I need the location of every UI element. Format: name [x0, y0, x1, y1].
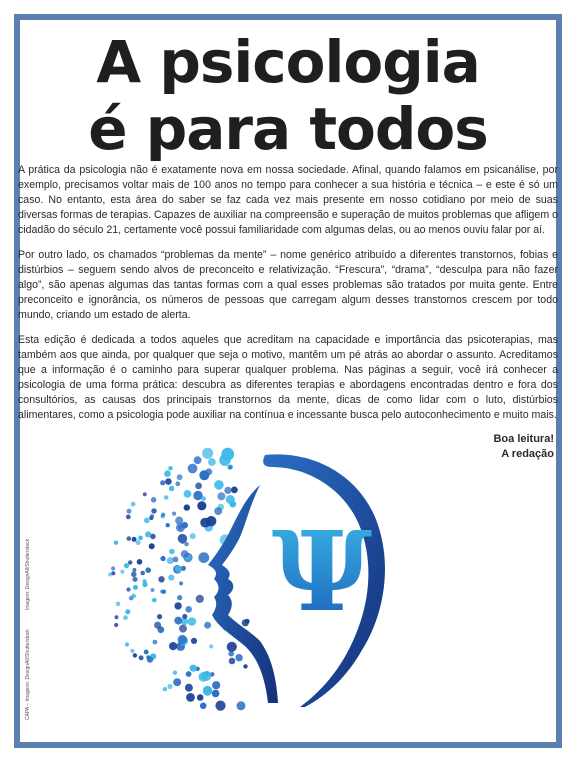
- decorative-dot: [137, 559, 143, 565]
- psychology-head-illustration: [100, 445, 440, 715]
- decorative-dot: [243, 664, 247, 668]
- decorative-dot: [164, 495, 169, 500]
- decorative-dot: [175, 565, 182, 572]
- decorative-dot: [145, 567, 151, 573]
- decorative-dot: [127, 509, 132, 514]
- decorative-dot: [114, 541, 118, 545]
- decorative-dot: [136, 540, 141, 545]
- image-credit: Imagem: DesignAll/Shutterstock: [25, 538, 31, 610]
- paragraph-1: A prática da psicologia não é exatamente nova em nossa sociedade. Afinal, quando falamos em psicanálise, por exemplo, precisamos voltar mais de 100 anos no tempo para conhecer a sua história e técnica – e este é só um caso. No entanto, esta área do saber se faz cada vez mais presente em nosso cotidiano por meio de suas diversas formas de terapias. Capazes de auxiliar na compreensão e superação de muitos problemas que afligem o cidadão do século 21, certamente você possui familiaridade com algumas delas, ou ao menos ouviu falar por aí.: [18, 164, 558, 236]
- decorative-dot: [127, 536, 132, 541]
- decorative-dot: [132, 577, 137, 582]
- decorative-dot: [179, 581, 183, 585]
- decorative-dot: [208, 458, 216, 466]
- decorative-dot: [160, 480, 165, 485]
- decorative-dot: [181, 550, 189, 558]
- decorative-dot: [124, 563, 129, 568]
- decorative-dot: [201, 671, 211, 681]
- decorative-dot: [126, 587, 130, 591]
- decorative-dot: [126, 515, 131, 520]
- decorative-dot: [157, 614, 162, 619]
- decorative-dot: [179, 625, 187, 633]
- decorative-dot: [169, 486, 174, 491]
- decorative-dot: [147, 657, 153, 663]
- decorative-dot: [144, 518, 150, 524]
- decorative-dot: [132, 568, 136, 572]
- decorative-dot: [125, 609, 130, 614]
- decorative-dot: [169, 642, 177, 650]
- decorative-dot: [158, 576, 164, 582]
- decorative-dot: [215, 701, 225, 711]
- decorative-dot: [140, 571, 145, 576]
- decorative-dot: [114, 623, 118, 627]
- decorative-dot: [217, 492, 225, 500]
- decorative-dot: [214, 480, 224, 490]
- decorative-dot: [201, 496, 206, 501]
- decorative-dot: [204, 622, 211, 629]
- decorative-dot: [115, 615, 119, 619]
- signoff-line-2: A redação: [501, 448, 554, 460]
- decorative-dot: [197, 694, 204, 701]
- decorative-dot: [168, 575, 174, 581]
- decorative-dot: [177, 595, 182, 600]
- decorative-dot: [111, 566, 115, 570]
- decorative-dot: [198, 552, 209, 563]
- decorative-dot: [180, 539, 185, 544]
- decorative-dot: [203, 687, 212, 696]
- decorative-dot: [224, 487, 231, 494]
- decorative-dot: [196, 595, 204, 603]
- decorative-dot: [152, 598, 157, 603]
- decorative-dot: [194, 456, 202, 464]
- decorative-dot: [132, 537, 137, 542]
- decorative-dot: [164, 470, 171, 477]
- decorative-dot: [138, 536, 143, 541]
- decorative-dot: [133, 653, 137, 657]
- decorative-dot: [242, 619, 249, 626]
- decorative-dot: [144, 650, 149, 655]
- decorative-dot: [184, 542, 189, 547]
- decorative-dot: [237, 701, 246, 710]
- decorative-dot: [168, 466, 172, 470]
- decorative-dot: [139, 655, 144, 660]
- decorative-dot: [212, 690, 220, 698]
- headline-line-2: é para todos: [88, 95, 488, 163]
- decorative-dot: [229, 658, 236, 665]
- decorative-dot: [184, 490, 192, 498]
- decorative-dot: [173, 678, 181, 686]
- decorative-dot: [231, 487, 238, 494]
- face-profile-shape: [208, 485, 278, 703]
- decorative-dot: [209, 644, 213, 648]
- decorative-dot: [226, 495, 235, 504]
- decorative-dot: [128, 560, 132, 564]
- decorative-dot: [172, 512, 176, 516]
- paragraph-3: Esta edição é dedicada a todos aqueles que acreditam na capacidade e importância das psicoterapias, mas também aos que ainda, por qualquer que seja o motivo, mantêm um pé atrás ao abordar o assunto. Acreditamos que a informação é o caminho para superar qualquer problema. Nas páginas a seguir, você irá conhecer a psicologia de uma forma prática: descubra as diferentes terapias e abordagens encontradas dentro e fora dos consultórios, as causas dos principais transtornos da mente, dicas de como lidar com o luto, distúrbios alimentares, como a psicologia pode auxiliar na contínua e incessante busca pelo autoconhecimento e muito mais.: [18, 334, 558, 421]
- decorative-dot: [174, 617, 182, 625]
- decorative-dot: [131, 572, 137, 578]
- psi-symbol: Ψ: [271, 507, 373, 636]
- decorative-dot: [133, 585, 138, 590]
- decorative-dot: [214, 507, 222, 515]
- decorative-dot: [199, 470, 209, 480]
- decorative-dot: [151, 588, 155, 592]
- decorative-dot: [167, 557, 174, 564]
- cover-credit: CAPA – Imagens: DesignAll/Shutterstock: [25, 629, 31, 720]
- headline-line-1: A psicologia: [96, 28, 480, 96]
- decorative-dot: [166, 523, 170, 527]
- decorative-dot: [163, 687, 167, 691]
- decorative-dot: [145, 531, 151, 537]
- decorative-dot: [190, 665, 197, 672]
- decorative-dot: [188, 617, 197, 626]
- decorative-dot: [195, 483, 202, 490]
- decorative-dot: [125, 642, 129, 646]
- decorative-dot: [142, 582, 147, 587]
- article-body: [18, 163, 558, 433]
- signoff-line-1: Boa leitura!: [493, 433, 554, 445]
- paragraph-2: Por outro lado, os chamados “problemas da mente” – nome genérico atribuído a diferentes transtornos, fobias e distúrbios – seguem sendo alvos de preconceito e relativização. “Frescura”, “drama”, “desculpa para não fazer algo”, são apenas algumas das tantas formas com a qual esses problemas são tratados por muita gente. Entre preconceito e ignorância, os números de pessoas que carregam algum desses transtornos crescem por todo mundo, criando um estado de alerta.: [18, 249, 558, 321]
- decorative-dot: [177, 474, 183, 480]
- decorative-dot: [227, 642, 237, 652]
- decorative-dot: [151, 509, 155, 513]
- decorative-dot: [167, 684, 172, 689]
- decorative-dot: [165, 478, 172, 485]
- decorative-dot: [188, 464, 198, 474]
- decorative-dot: [149, 543, 155, 549]
- decorative-dot: [227, 465, 232, 470]
- decorative-dot: [151, 497, 157, 503]
- decorative-dot: [184, 504, 190, 510]
- decorative-dot: [191, 638, 197, 644]
- decorative-dot: [174, 602, 181, 609]
- decorative-dot: [235, 654, 242, 661]
- decorative-dot: [185, 684, 193, 692]
- decorative-dot: [131, 502, 136, 507]
- decorative-dot: [200, 518, 210, 528]
- decorative-dot: [212, 681, 220, 689]
- decorative-dot: [123, 615, 128, 620]
- decorative-dot: [182, 614, 187, 619]
- decorative-dot: [186, 693, 195, 702]
- decorative-dot: [190, 533, 196, 539]
- decorative-dot: [161, 513, 165, 517]
- decorative-dot: [200, 703, 207, 710]
- decorative-dot: [186, 671, 192, 677]
- decorative-dot: [108, 573, 112, 577]
- decorative-dot: [162, 590, 166, 594]
- decorative-dot: [169, 549, 175, 555]
- decorative-dot: [219, 455, 230, 466]
- decorative-dot: [197, 501, 206, 510]
- decorative-dot: [175, 481, 180, 486]
- decorative-dot: [178, 635, 187, 644]
- decorative-dot: [150, 514, 154, 518]
- decorative-dot: [153, 640, 158, 645]
- decorative-dot: [132, 594, 136, 598]
- decorative-dot: [182, 522, 188, 528]
- decorative-dot: [154, 622, 161, 629]
- decorative-dot: [185, 606, 192, 613]
- decorative-dot: [120, 570, 124, 574]
- signoff: [493, 432, 554, 462]
- decorative-dot: [173, 557, 179, 563]
- decorative-dot: [202, 448, 213, 459]
- decorative-dot: [130, 649, 134, 653]
- decorative-dot: [173, 671, 177, 675]
- decorative-dot: [116, 602, 121, 607]
- decorative-dot: [160, 556, 165, 561]
- decorative-dot: [143, 492, 147, 496]
